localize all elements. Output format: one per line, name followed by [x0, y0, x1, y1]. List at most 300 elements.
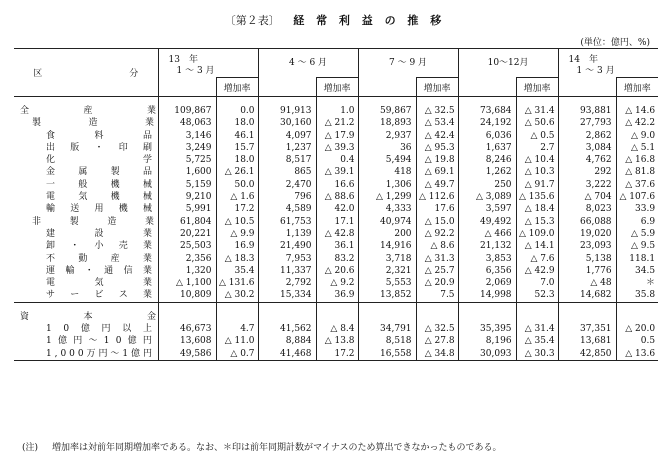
period-months: 4 ～ 6 月 [289, 57, 328, 68]
value-header-cell [458, 78, 516, 97]
table-body [14, 97, 658, 361]
rate-cell: △ 91.7 [516, 179, 558, 191]
rate-cell: △ 7.6 [516, 253, 558, 265]
footnote-prefix: (注) [22, 443, 39, 453]
row-label-char: 用 [94, 204, 104, 215]
value-cell: 23,093 [580, 241, 612, 252]
row-label-char: 本 [83, 311, 93, 322]
row-label-char: ス [118, 290, 128, 301]
value-header-cell [558, 78, 616, 97]
value-cell: 6,036 [485, 130, 512, 141]
value-cell: 2,470 [285, 179, 312, 190]
value-cell: 3,853 [485, 253, 512, 264]
value-cell: 35,395 [480, 324, 512, 335]
row-label-char: 0 [60, 348, 67, 359]
row-label-char: 億 [131, 348, 141, 359]
row-label-char: 卸 [46, 241, 56, 252]
row-label [14, 311, 156, 323]
spacer-cell [358, 97, 416, 106]
row-label-cell [14, 277, 158, 289]
value-cell: 21,132 [480, 241, 512, 252]
value-cell: 4,097 [285, 130, 312, 141]
row-label-char: 通 [104, 265, 114, 276]
value-cell: 5,494 [385, 155, 412, 166]
value-cell: △ 1,299 [375, 192, 412, 203]
rate-cell: 46.1 [216, 130, 258, 142]
rate-cell: △ 32.5 [416, 323, 458, 335]
table-row [14, 289, 658, 302]
row-label-char: 械 [142, 204, 152, 215]
rate-cell: △ 30.3 [516, 348, 558, 361]
rate-cell [416, 311, 458, 323]
row-label-char: ビ [94, 290, 104, 301]
rate-cell: △ 42.9 [516, 265, 558, 277]
row-label-char: 円 [73, 336, 83, 347]
table-row [14, 166, 658, 178]
rate-cell: △ 17.9 [316, 130, 358, 142]
value-cell: 40,974 [380, 216, 412, 227]
value-cell: 109,867 [174, 106, 212, 116]
rate-cell: △ 20.0 [616, 323, 658, 335]
rate-cell: △ 88.6 [316, 191, 358, 203]
period-months: 1 ～ 3 月 [576, 66, 615, 76]
row-label-char: 金 [46, 167, 56, 178]
row-label-char: 輸 [65, 265, 75, 276]
rate-cell: 15.7 [216, 142, 258, 154]
row-label-char: 送 [70, 204, 80, 215]
rate-cell: 2.7 [516, 142, 558, 154]
row-label-char: 上 [142, 324, 152, 335]
table-row [14, 142, 658, 154]
row-label-cell [14, 253, 158, 265]
rate-header: 増加率 [516, 78, 558, 97]
rate-cell: △ 30.2 [216, 289, 258, 302]
rate-cell: △ 92.2 [416, 228, 458, 240]
value-cell: 4,333 [385, 204, 412, 215]
row-label-char: 機 [118, 204, 128, 215]
value-cell: 93,881 [580, 106, 612, 116]
rate-cell: △ 14.6 [616, 105, 658, 117]
table-row [14, 240, 658, 252]
row-label-char: 1 [46, 324, 52, 335]
row-label-char: 業 [144, 118, 154, 129]
rate-cell: 17.2 [316, 348, 358, 361]
row-label-cell [14, 240, 158, 252]
row-label-char: 動 [78, 253, 88, 264]
rate-cell: △ 5.9 [616, 228, 658, 240]
rate-cell [216, 311, 258, 323]
rate-cell: △ 5.1 [616, 142, 658, 154]
rate-cell: △ 8.6 [416, 240, 458, 252]
rate-cell: △ 9.0 [616, 130, 658, 142]
row-label-cell [14, 289, 158, 302]
value-cell: 5,159 [185, 179, 212, 190]
value-cell: 41,562 [280, 324, 312, 335]
value-cell: 61,804 [180, 216, 212, 227]
unit-label: (単位：億円、%) [580, 38, 650, 48]
spacer-cell [216, 302, 258, 311]
value-cell: 14,998 [458, 289, 516, 302]
rate-cell: △ 11.0 [216, 335, 258, 347]
row-label-cell [14, 154, 158, 166]
row-label-char: 0 [63, 324, 70, 335]
value-cell: 1,600 [185, 167, 212, 178]
value-cell: 46,673 [180, 324, 212, 335]
period-header [458, 49, 558, 78]
row-label-char: ～ [110, 348, 120, 359]
rate-cell: △ 35.4 [516, 335, 558, 347]
row-label-char: 出 [46, 142, 56, 153]
footnote-text: 増加率は対前年同期増加率である。なお、＊印は前年同期計数がマイナスのため算出できなかったものである。 [52, 443, 502, 453]
spacer-cell [158, 97, 216, 106]
spacer-cell [458, 97, 516, 106]
value-cell: 1,306 [385, 179, 412, 190]
value-header-cell [258, 78, 316, 97]
row-label-char: 0 [77, 348, 84, 359]
value-cell: 200 [394, 228, 412, 239]
table-row [14, 105, 658, 117]
row-label-char: 小 [94, 241, 104, 252]
row-label-char: 円 [101, 324, 111, 335]
table-row [14, 216, 658, 228]
value-cell: 66,088 [580, 216, 612, 227]
value-cell: △ 704 [584, 192, 612, 203]
row-label-char: 製 [69, 216, 79, 227]
value-cell: 1,262 [485, 167, 512, 178]
row-label-char: 業 [142, 253, 152, 264]
spacer-row [14, 302, 658, 311]
rate-cell: △ 20.9 [416, 277, 458, 289]
row-label [14, 203, 152, 215]
row-label-char: 製 [110, 167, 120, 178]
category-header [14, 49, 158, 97]
spacer-cell [358, 302, 416, 311]
rate-cell: △ 10.4 [516, 154, 558, 166]
value-cell: 1,320 [185, 265, 212, 276]
value-cell: 5,725 [185, 155, 212, 166]
table-title [0, 12, 670, 28]
row-label-char: ・ [84, 265, 94, 276]
header-row [14, 49, 658, 78]
row-label-char: ・ [94, 142, 104, 153]
row-label-char: 信 [123, 265, 133, 276]
spacer-row [14, 97, 658, 106]
row-label [14, 105, 156, 117]
row-label-char: 版 [70, 142, 80, 153]
row-label-cell [14, 117, 158, 129]
row-label-char: 気 [94, 278, 104, 289]
rate-cell: △ 16.8 [616, 154, 658, 166]
rate-cell [616, 311, 658, 323]
row-label-char: 売 [118, 241, 128, 252]
row-label-char: 電 [46, 192, 56, 203]
footnote [22, 440, 502, 453]
value-header-cell [358, 78, 416, 97]
row-label-char: 以 [122, 324, 132, 335]
spacer-cell [516, 97, 558, 106]
row-label [14, 142, 152, 154]
rate-cell: 34.5 [616, 265, 658, 277]
row-label-char: 億 [127, 336, 137, 347]
rate-cell: △ 112.6 [416, 191, 458, 203]
table-row [14, 179, 658, 191]
table-row [14, 335, 658, 347]
table-row [14, 203, 658, 215]
row-label-char: 学 [142, 155, 152, 166]
row-label-char: 建 [46, 228, 56, 239]
value-cell: 10,809 [158, 289, 216, 302]
row-label-cell [14, 323, 158, 335]
rate-cell: △ 31.4 [516, 323, 558, 335]
row-label-char: 運 [46, 265, 56, 276]
rate-cell: △ 31.3 [416, 253, 458, 265]
rate-cell: 1.0 [316, 105, 358, 117]
row-label-char: 業 [144, 216, 154, 227]
rate-cell: 42.0 [316, 203, 358, 215]
row-label-char: 機 [110, 192, 120, 203]
row-label-char: 一 [46, 179, 56, 190]
rate-cell: △ 8.4 [316, 323, 358, 335]
rate-cell: △ 69.1 [416, 166, 458, 178]
rate-cell: 18.0 [216, 117, 258, 129]
value-cell: 1,237 [285, 142, 312, 153]
value-cell: 37,351 [580, 324, 612, 335]
row-label-char: 円 [142, 348, 152, 359]
period-header [158, 49, 258, 78]
rate-cell [316, 311, 358, 323]
value-cell: △ 466 [484, 228, 512, 239]
row-label-cell [14, 179, 158, 191]
rate-cell: 33.9 [616, 203, 658, 215]
period-year: 14 年 [568, 55, 598, 65]
rate-cell: 7.0 [516, 277, 558, 289]
rate-cell: △ 0.7 [216, 348, 258, 361]
value-cell: 2,321 [385, 265, 412, 276]
rate-cell: △ 9.9 [216, 228, 258, 240]
rate-cell: △ 13.6 [616, 348, 658, 361]
row-label [14, 117, 154, 129]
value-cell: 1,139 [285, 228, 312, 239]
value-cell: 3,146 [185, 130, 212, 141]
rate-cell: 4.7 [216, 323, 258, 335]
row-label-char: 印 [118, 142, 128, 153]
value-cell: 2,069 [485, 278, 512, 289]
value-cell: 3,597 [485, 204, 512, 215]
row-label [14, 323, 152, 335]
spacer-cell [458, 302, 516, 311]
rate-cell: △ 20.6 [316, 265, 358, 277]
rate-cell: △ 25.7 [416, 265, 458, 277]
row-label-cell [14, 228, 158, 240]
spacer-cell [14, 302, 158, 311]
value-cell: 865 [294, 167, 312, 178]
row-label [14, 265, 152, 277]
value-cell: 5,138 [585, 253, 612, 264]
rate-cell: 17.6 [416, 203, 458, 215]
value-cell: △ 1,100 [175, 278, 212, 289]
row-label-char: 属 [78, 167, 88, 178]
row-label-char: 万 [86, 348, 96, 359]
value-cell: 91,913 [280, 106, 312, 116]
rate-cell: △ 109.0 [516, 228, 558, 240]
period-months: 10～12月 [487, 57, 529, 68]
row-label [14, 166, 152, 178]
row-label-cell [14, 166, 158, 178]
spacer-cell [416, 97, 458, 106]
value-cell: 1,776 [585, 265, 612, 276]
value-cell: 4,762 [585, 155, 612, 166]
value-cell: 21,490 [280, 241, 312, 252]
row-label-char: 刷 [142, 142, 152, 153]
period-header [558, 49, 658, 78]
rate-cell: 83.2 [316, 253, 358, 265]
value-cell: 20,221 [180, 228, 212, 239]
value-cell: 41,468 [258, 348, 316, 361]
value-cell: 7,953 [285, 253, 312, 264]
spacer-cell [258, 97, 316, 106]
rate-cell: △ 14.1 [516, 240, 558, 252]
value-cell: 13,681 [580, 336, 612, 347]
spacer-cell [558, 97, 616, 106]
row-label-char: 品 [142, 130, 152, 141]
table-header [14, 49, 658, 97]
value-cell: 30,093 [458, 348, 516, 361]
spacer-cell [316, 302, 358, 311]
rate-cell: △ 34.8 [416, 348, 458, 361]
rate-cell: △ 13.8 [316, 335, 358, 347]
value-cell: 19,020 [580, 228, 612, 239]
value-cell: 42,850 [558, 348, 616, 361]
row-label-char: 産 [83, 106, 93, 116]
value-cell: 3,249 [185, 142, 212, 153]
value-cell: 8,884 [285, 336, 312, 347]
rate-cell: △ 39.1 [316, 166, 358, 178]
row-label-cell [14, 216, 158, 228]
rate-cell: △ 10.5 [216, 216, 258, 228]
spacer-cell [258, 302, 316, 311]
rate-cell: △ 18.3 [216, 253, 258, 265]
rate-cell: △ 26.1 [216, 166, 258, 178]
row-label-char: 業 [142, 278, 152, 289]
period-months: 1 ～ 3 月 [176, 66, 215, 76]
rate-cell: △ 31.4 [516, 105, 558, 117]
rate-cell: △ 15.0 [416, 216, 458, 228]
row-label-char: 般 [78, 179, 88, 190]
row-label-char: 0 [69, 348, 75, 359]
value-header-cell [158, 78, 216, 97]
value-cell: 59,867 [380, 106, 412, 116]
spacer-cell [316, 97, 358, 106]
row-label-char: 非 [32, 216, 42, 227]
row-label-cell [14, 105, 158, 117]
row-label [14, 130, 152, 142]
rate-cell: △ 135.6 [516, 191, 558, 203]
row-label [14, 179, 152, 191]
row-label-char: 業 [142, 290, 152, 301]
rate-cell: 17.2 [216, 203, 258, 215]
row-label [14, 216, 154, 228]
spacer-cell [558, 302, 616, 311]
value-cell: 13,852 [358, 289, 416, 302]
value-cell [258, 311, 316, 323]
value-cell: 5,553 [385, 278, 412, 289]
rate-cell: △ 42.2 [616, 117, 658, 129]
value-cell: 16,558 [358, 348, 416, 361]
rate-cell: △ 42.4 [416, 130, 458, 142]
rate-cell: △ 1.6 [216, 191, 258, 203]
rate-header: 増加率 [316, 78, 358, 97]
value-cell: 11,337 [280, 265, 312, 276]
value-cell: 36 [400, 142, 412, 153]
row-label-cell [14, 191, 158, 203]
table-row [14, 348, 658, 361]
rate-header: 増加率 [216, 78, 258, 97]
value-cell: 15,334 [258, 289, 316, 302]
value-cell: 1,637 [485, 142, 512, 153]
row-label-cell [14, 130, 158, 142]
spacer-cell [616, 97, 658, 106]
row-label-cell [14, 335, 158, 347]
rate-cell: △ 42.8 [316, 228, 358, 240]
row-label-char: 金 [146, 311, 156, 322]
rate-cell: △ 19.8 [416, 154, 458, 166]
rate-cell: △ 49.7 [416, 179, 458, 191]
rate-cell [516, 311, 558, 323]
table-row [14, 311, 658, 323]
value-cell: 8,517 [285, 155, 312, 166]
value-cell: 418 [394, 167, 412, 178]
row-label-char: 化 [46, 155, 56, 166]
spacer-cell [14, 97, 158, 106]
rate-cell: △ 50.6 [516, 117, 558, 129]
value-cell: 8,246 [485, 155, 512, 166]
spacer-cell [216, 97, 258, 106]
rate-cell: 118.1 [616, 253, 658, 265]
table-row [14, 154, 658, 166]
value-cell: 5,991 [185, 204, 212, 215]
value-cell: 8,518 [385, 336, 412, 347]
row-label-char: 1 [46, 348, 52, 359]
value-cell: 48,063 [180, 118, 212, 129]
value-cell: 25,503 [180, 241, 212, 252]
row-label [14, 289, 152, 301]
spacer-cell [158, 302, 216, 311]
row-label-char: 産 [110, 253, 120, 264]
value-cell: 2,937 [385, 130, 412, 141]
table-row [14, 117, 658, 129]
rate-cell: 16.9 [216, 240, 258, 252]
row-label-char: 1 [103, 336, 110, 347]
profit-table [14, 48, 658, 361]
rate-cell: 0.5 [616, 335, 658, 347]
value-cell: 27,793 [580, 118, 612, 129]
rate-cell: △ 107.6 [616, 191, 658, 203]
row-label-char: 業 [142, 228, 152, 239]
value-cell: 8,196 [485, 336, 512, 347]
value-cell: △ 48 [590, 278, 612, 289]
value-cell: 796 [294, 192, 312, 203]
row-label-char: 1 [46, 336, 52, 347]
rate-cell: △ 9.2 [316, 277, 358, 289]
period-header [258, 49, 358, 78]
spacer-cell [416, 302, 458, 311]
value-cell: 30,160 [280, 118, 312, 129]
table-row [14, 253, 658, 265]
rate-cell: 35.8 [616, 289, 658, 302]
value-cell: 49,492 [480, 216, 512, 227]
table-number: 〔第２表〕 [224, 14, 280, 27]
value-cell: 14,916 [380, 241, 412, 252]
